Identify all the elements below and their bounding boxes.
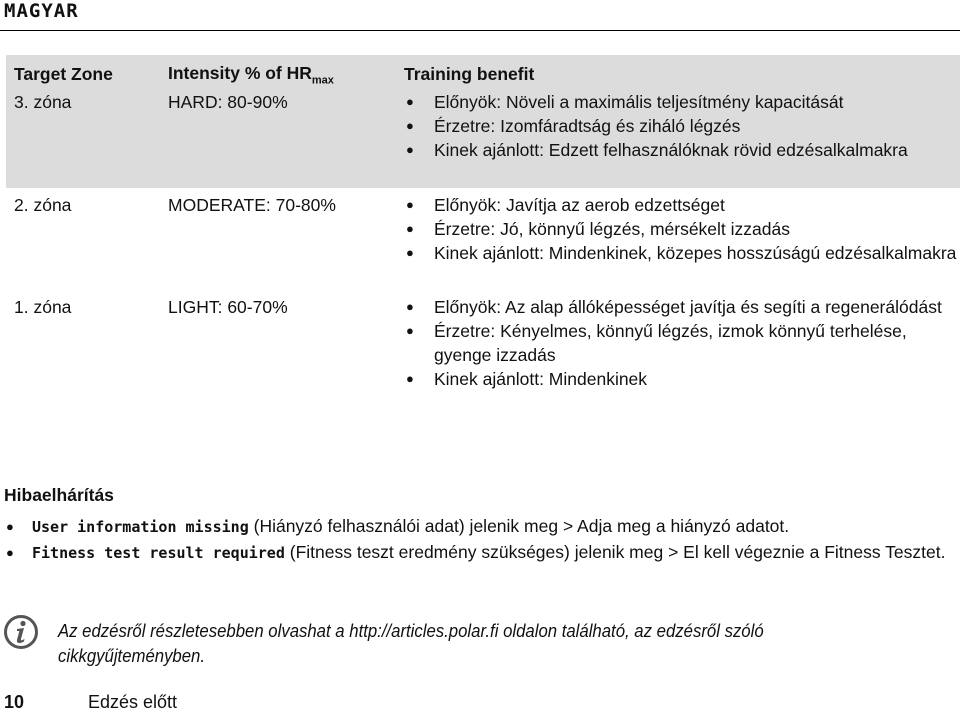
target-zone-table (6, 55, 960, 419)
header-rule (0, 30, 960, 31)
page-number: 10 (4, 692, 25, 712)
benefit-item: ● Előnyök: Az alap állóképességet javítja és segíti a regenerálódást (404, 295, 960, 319)
header-intensity: Intensity % of $HR_{max}$ (168, 55, 404, 90)
info-note: Az edzésről részletesebben olvashat a http://articles.polar.fi oldalon található, az edzésről szóló cikkgyűjteményben. (58, 621, 764, 666)
zone-cell: 1. zóna (14, 297, 72, 317)
benefit-cell (404, 188, 960, 291)
benefit-cell (404, 291, 960, 419)
table-header-row (6, 55, 960, 90)
table-row (6, 90, 960, 188)
troubleshooting-item (4, 514, 954, 540)
zone-cell: 3. zóna (6, 90, 168, 188)
troubleshooting-item (4, 540, 954, 566)
info-icon (3, 614, 39, 650)
benefit-item: ● Érzetre: Jó, könnyű légzés, mérsékelt izzadás (404, 217, 960, 241)
language-label: MAGYAR (4, 0, 79, 22)
benefit-item: ● Érzetre: Izomfáradtság és ziháló légzés (404, 114, 960, 138)
device-message: Fitness test result required (32, 544, 285, 562)
benefit-item: ● Előnyök: Javítja az aerob edzettséget (404, 193, 960, 217)
footer-section-title: Edzés előtt (88, 692, 178, 712)
troubleshooting-list (4, 514, 954, 566)
table-row (6, 188, 960, 291)
zone-cell: 2. zóna (14, 195, 72, 215)
benefit-cell (404, 90, 960, 188)
benefit-item: ● Kinek ajánlott: Mindenkinek (404, 367, 960, 391)
intensity-cell: HARD: 80-90% (168, 90, 404, 188)
benefit-item: ● Érzetre: Kényelmes, könnyű légzés, izmok könnyű terhelése, gyenge izzadás (404, 319, 960, 367)
benefit-item: ● Kinek ajánlott: Mindenkinek, közepes hosszúságú edzésalkalmakra (404, 241, 960, 265)
troubleshooting-text: (Hiányzó felhasználói adat) jelenik meg > Adja meg a hiányzó adatot. (248, 516, 790, 536)
table-row (6, 291, 960, 419)
troubleshooting-text: (Fitness teszt eredmény szükséges) jelenik meg > El kell végeznie a Fitness Tesztet. (284, 542, 946, 562)
header-training-benefit: Training benefit (404, 55, 960, 90)
benefit-item: ● Előnyök: Növeli a maximális teljesítmény kapacitását (404, 90, 960, 114)
intensity-cell: LIGHT: 60-70% (168, 297, 288, 317)
benefit-item: ● Kinek ajánlott: Edzett felhasználóknak rövid edzésalkalmakra (404, 138, 960, 162)
device-message: User information missing (32, 518, 249, 536)
troubleshooting-title: Hibaelhárítás (4, 485, 114, 505)
intensity-cell: MODERATE: 70-80% (168, 195, 336, 215)
header-target-zone: Target Zone (6, 55, 168, 90)
